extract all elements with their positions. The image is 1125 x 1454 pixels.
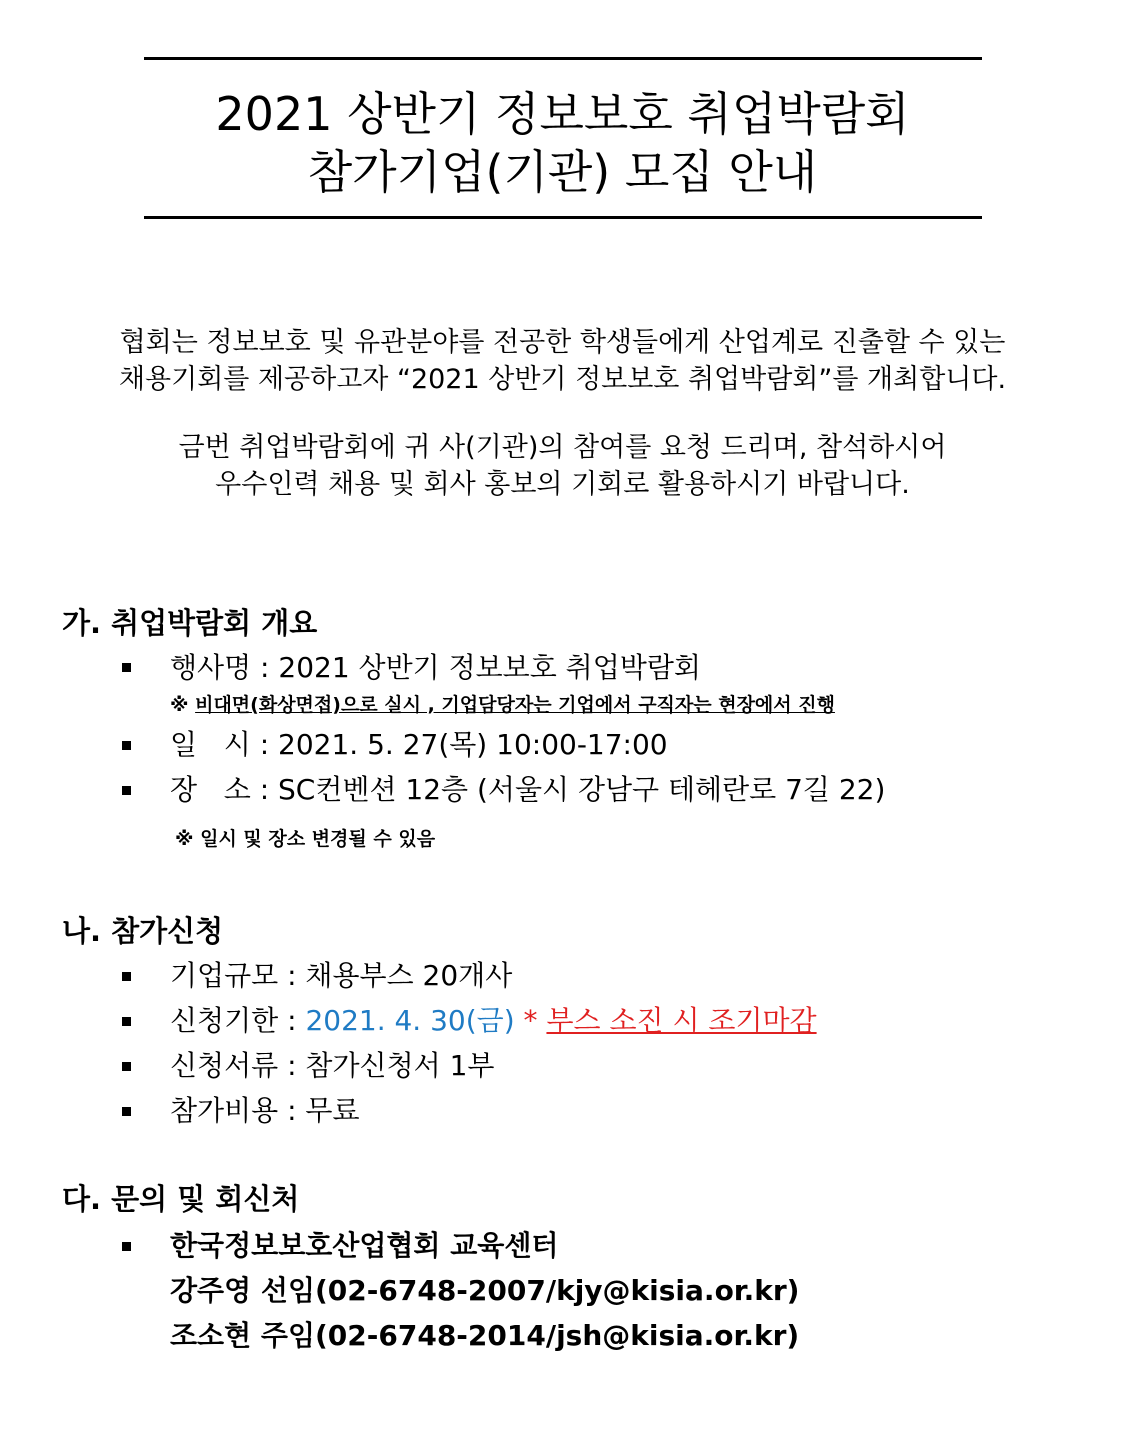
deadline-label: 신청기한 : xyxy=(170,1004,306,1037)
section-c-heading: 다. 문의 및 회신처 xyxy=(62,1182,300,1216)
bullet-icon xyxy=(122,786,131,795)
event-format-note xyxy=(170,693,835,717)
section-b-heading: 나. 참가신청 xyxy=(62,914,224,948)
event-place: 장 소 : SC컨벤션 12층 (서울시 강남구 테헤란로 7길 22) xyxy=(170,773,886,806)
contact-person-2: 조소현 주임(02-6748-2014/jsh@kisia.or.kr) xyxy=(170,1319,800,1352)
bullet-icon xyxy=(122,1017,131,1026)
title-top-rule xyxy=(144,57,982,60)
event-format-note-text: 비대면(화상면접)으로 실시 , 기업담당자는 기업에서 구직자는 현장에서 진행 xyxy=(195,694,835,716)
title-bottom-rule xyxy=(144,216,982,219)
bullet-icon xyxy=(122,1107,131,1116)
change-note: ※ 일시 및 장소 변경될 수 있음 xyxy=(175,828,436,850)
intro-paragraph1-line1: 협회는 정보보호 및 유관분야를 전공한 학생들에게 산업계로 진출할 수 있는 xyxy=(119,327,1006,358)
bullet-icon xyxy=(122,741,131,750)
contact-person-1: 강주영 선임(02-6748-2007/kjy@kisia.or.kr) xyxy=(170,1274,800,1307)
company-scale: 기업규모 : 채용부스 20개사 xyxy=(170,959,513,992)
early-close-warning: 부스 소진 시 조기마감 xyxy=(546,1004,817,1037)
contact-organization: 한국정보보호산업협회 교육센터 xyxy=(170,1229,559,1262)
note-mark: ※ xyxy=(170,694,196,716)
bullet-icon xyxy=(122,663,131,672)
deadline-star: * xyxy=(514,1004,547,1037)
page-title-line1: 2021 상반기 정보보호 취업박람회 xyxy=(215,87,910,141)
deadline-date: 2021. 4. 30(금) xyxy=(305,1004,515,1037)
application-deadline xyxy=(170,1003,817,1039)
application-documents: 신청서류 : 참가신청서 1부 xyxy=(170,1049,495,1082)
page-title-line2: 참가기업(기관) 모집 안내 xyxy=(307,145,818,199)
section-a-heading: 가. 취업박람회 개요 xyxy=(62,606,318,640)
participation-fee: 참가비용 : 무료 xyxy=(170,1094,360,1127)
event-name: 행사명 : 2021 상반기 정보보호 취업박람회 xyxy=(170,651,701,684)
intro-paragraph1-line2: 채용기회를 제공하고자 “2021 상반기 정보보호 취업박람회”를 개최합니다. xyxy=(118,364,1007,395)
intro-paragraph2-line1: 금번 취업박람회에 귀 사(기관)의 참여를 요청 드리며, 참석하시어 xyxy=(178,432,947,463)
bullet-icon xyxy=(122,1242,131,1251)
intro-paragraph2-line2: 우수인력 채용 및 회사 홍보의 기회로 활용하시기 바랍니다. xyxy=(215,469,910,500)
event-date: 일 시 : 2021. 5. 27(목) 10:00-17:00 xyxy=(170,728,668,761)
bullet-icon xyxy=(122,972,131,981)
bullet-icon xyxy=(122,1062,131,1071)
